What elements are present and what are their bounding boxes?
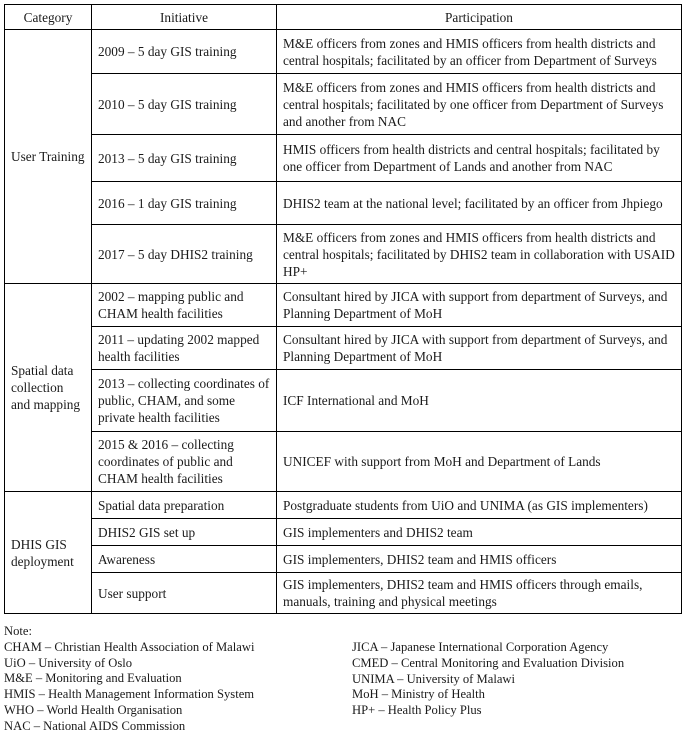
note-item: UNIMA – University of Malawi [352, 671, 515, 686]
participation-cell: UNICEF with support from MoH and Department of Lands [277, 432, 682, 492]
note-item: CMED – Central Monitoring and Evaluation Division [352, 655, 625, 670]
table-row [5, 573, 682, 614]
initiative-cell: 2016 – 1 day GIS training [92, 182, 277, 225]
table-row [5, 432, 682, 492]
table-row [5, 370, 682, 432]
participation-cell: Postgraduate students from UiO and UNIMA (as GIS implementers) [277, 492, 682, 519]
table-row [5, 225, 682, 284]
participation-cell: GIS implementers, DHIS2 team and HMIS officers through emails, manuals, training and physical meetings [277, 573, 682, 614]
category-cell: DHIS GIS deployment [5, 492, 92, 614]
participation-cell: M&E officers from zones and HMIS officers from health districts and central hospitals; facilitated by an officer from Department of Surveys [277, 30, 682, 74]
initiative-cell: 2013 – 5 day GIS training [92, 135, 277, 182]
notes-left [4, 624, 254, 735]
table-row [5, 546, 682, 573]
notes-title: Note: [4, 624, 32, 638]
participation-cell: ICF International and MoH [277, 370, 682, 432]
initiative-cell: Spatial data preparation [92, 492, 277, 519]
participation-cell: Consultant hired by JICA with support from department of Surveys, and Planning Department of MoH [277, 327, 682, 370]
participation-cell: GIS implementers and DHIS2 team [277, 519, 682, 546]
note-item: NAC – National AIDS Commission [4, 718, 186, 733]
initiatives-table [4, 4, 682, 614]
participation-cell: HMIS officers from health districts and central hospitals; facilitated by one officer from Department of Lands and another from NAC [277, 135, 682, 182]
participation-cell: M&E officers from zones and HMIS officers from health districts and central hospitals; facilitated by one officer from Department of Surveys and another from NAC [277, 74, 682, 135]
table-row [5, 74, 682, 135]
category-cell: Spatial data collection and mapping [5, 284, 92, 492]
table-row [5, 135, 682, 182]
header-category: Category [5, 5, 92, 30]
initiative-cell: Awareness [92, 546, 277, 573]
table-row [5, 327, 682, 370]
initiative-cell: 2009 – 5 day GIS training [92, 30, 277, 74]
initiative-cell: 2015 & 2016 – collecting coordinates of public and CHAM health facilities [92, 432, 277, 492]
participation-cell: Consultant hired by JICA with support from department of Surveys, and Planning Department of MoH [277, 284, 682, 327]
table-header-row [5, 5, 682, 30]
initiative-cell: 2017 – 5 day DHIS2 training [92, 225, 277, 284]
note-item: MoH – Ministry of Health [352, 687, 485, 702]
note-item: UiO – University of Oslo [4, 655, 133, 670]
initiative-cell: 2010 – 5 day GIS training [92, 74, 277, 135]
initiative-cell: 2013 – collecting coordinates of public, CHAM, and some private health facilities [92, 370, 277, 432]
note-item: HP+ – Health Policy Plus [352, 703, 482, 718]
initiative-cell: 2011 – updating 2002 mapped health facilities [92, 327, 277, 370]
participation-cell: GIS implementers, DHIS2 team and HMIS officers [277, 546, 682, 573]
table-row [5, 182, 682, 225]
initiative-cell: DHIS2 GIS set up [92, 519, 277, 546]
header-initiative: Initiative [92, 5, 277, 30]
note-item: JICA – Japanese International Corporation Agency [352, 640, 609, 654]
header-participation: Participation [277, 5, 682, 30]
table-row [5, 284, 682, 327]
category-cell: User Training [5, 30, 92, 284]
participation-cell: DHIS2 team at the national level; facilitated by an officer from Jhpiego [277, 182, 682, 225]
initiative-cell: 2002 – mapping public and CHAM health facilities [92, 284, 277, 327]
note-item: CHAM – Christian Health Association of Malawi [4, 639, 255, 654]
table-row [5, 519, 682, 546]
participation-cell: M&E officers from zones and HMIS officers from health districts and central hospitals; facilitated by DHIS2 team in collaboration with USAID HP+ [277, 225, 682, 284]
table-row [5, 30, 682, 74]
notes-right [352, 640, 624, 719]
note-item: HMIS – Health Management Information System [4, 687, 255, 702]
note-item: WHO – World Health Organisation [4, 702, 183, 717]
initiative-cell: User support [92, 573, 277, 614]
table-row [5, 492, 682, 519]
note-item: M&E – Monitoring and Evaluation [4, 671, 182, 686]
